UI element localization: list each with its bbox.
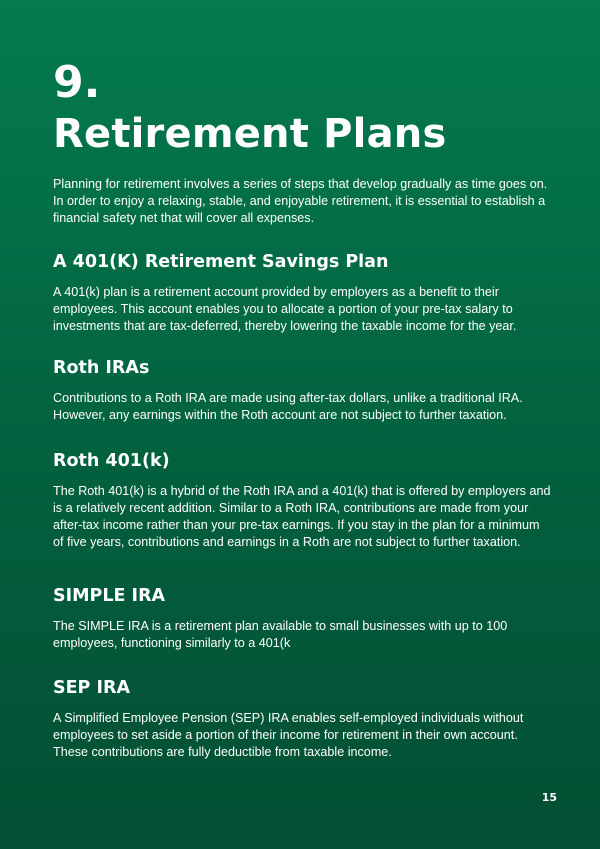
- section-heading: Roth IRAs: [53, 358, 150, 378]
- section-body: The Roth 401(k) is a hybrid of the Roth IRA and a 401(k) that is offered by employers and is a relatively recent addition. Similar to a Roth IRA, contributions are made from your after-tax income rather than your pre-tax earnings. If you stay in the plan for a minimum of five years, contributions and earnings in a Roth are not subject to further taxation.: [53, 484, 551, 549]
- section-401k: [53, 250, 553, 335]
- section-body: A Simplified Employee Pension (SEP) IRA enables self-employed individuals without employees to set aside a portion of their income for retirement in their own account. These contributions are fully deductible from taxable income.: [53, 711, 524, 759]
- section-body: A 401(k) plan is a retirement account provided by employers as a benefit to their employees. This account enables you to allocate a portion of your pre-tax salary to investments that are tax-deferred, thereby lowering the taxable income for the year.: [53, 285, 517, 333]
- chapter-number: 9.: [53, 57, 101, 108]
- section-roth-iras: [53, 356, 553, 424]
- section-sep-ira: [53, 676, 553, 761]
- section-simple-ira: [53, 584, 553, 652]
- section-heading: A 401(K) Retirement Savings Plan: [53, 252, 389, 272]
- section-body: The SIMPLE IRA is a retirement plan available to small businesses with up to 100 employees, functioning similarly to a 401(k: [53, 619, 508, 650]
- section-heading: SEP IRA: [53, 678, 131, 698]
- chapter-title: Retirement Plans: [53, 111, 447, 157]
- section-heading: SIMPLE IRA: [53, 586, 166, 606]
- section-roth-401k: [53, 449, 553, 551]
- page-number: 15: [541, 791, 557, 804]
- section-body: Contributions to a Roth IRA are made using after-tax dollars, unlike a traditional IRA. However, any earnings within the Roth account are not subject to further taxation.: [53, 391, 523, 422]
- chapter-intro: Planning for retirement involves a series of steps that develop gradually as time goes on. In order to enjoy a relaxing, stable, and enjoyable retirement, it is essential to establish a financial safety net that will cover all expenses.: [53, 177, 548, 225]
- section-heading: Roth 401(k): [53, 451, 170, 471]
